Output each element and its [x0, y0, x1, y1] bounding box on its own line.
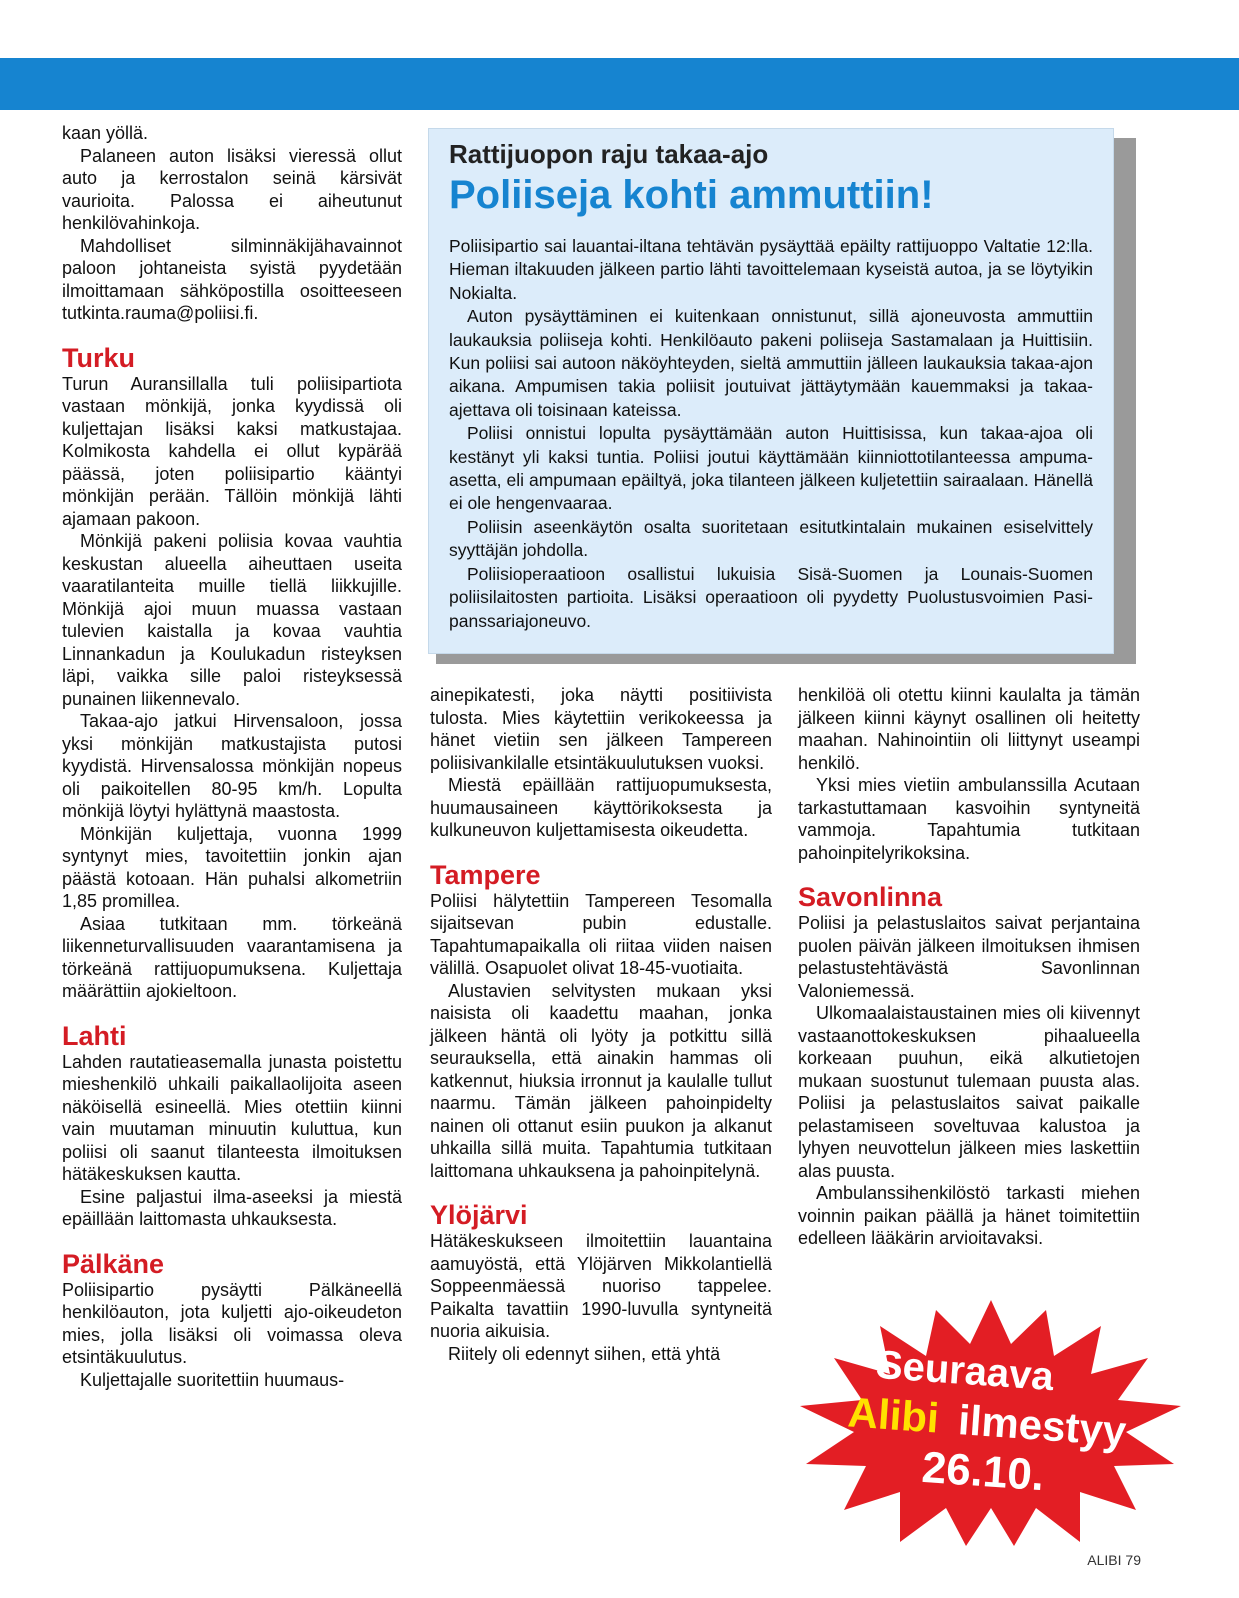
paragraph: kaan yöllä.: [62, 123, 149, 143]
paragraph: Poliisioperaatioon osallistui lukuisia Sisä-Suomen ja Lounais-Suomen poliisilaitosten partioita. Lisäksi operaatioon oli pyydetty Puolustusvoimien Pasi-panssariajoneuvo.: [449, 563, 1093, 631]
feature-body: [449, 235, 1093, 633]
page-number: ALIBI 79: [1087, 1552, 1141, 1568]
paragraph: Takaa-ajo jatkui Hirvensaloon, jossa yksi mönkijän matkustajista putosi kyydistä. Hirvensalossa mönkijän nopeus oli paikoitellen 80-95 km/h. Lopulta mönkijä löytyi hylättynä maastosta.: [62, 711, 402, 821]
top-color-bar: [0, 58, 1239, 110]
feature-box: [428, 128, 1114, 654]
paragraph: Poliisipartio sai lauantai-iltana tehtävän pysäyttää epäilty rattijuoppo Valtatie 12:lla. Hieman iltakuuden jälkeen partio lähti tavoittelemaan kyseistä autoa, ja se löytyikin Nokialta.: [449, 236, 1093, 303]
section-heading-savonlinna: Savonlinna: [798, 882, 943, 912]
section-heading-palkane: Pälkäne: [62, 1248, 165, 1279]
paragraph: Poliisi onnistui lopulta pysäyttämään auton Huittisissa, kun takaa-ajoa oli kestänyt yli kaksi tuntia. Poliisi joutui käyttämään kiinniottotilanteessa ampuma-asetta, eli ampumaan epäiltyä, joka tilanteen jälkeen kuljetettiin sairaalaan. Hänellä ei ole hengenvaaraa.: [449, 423, 1093, 514]
feature-headline: Poliiseja kohti ammuttiin!: [449, 173, 934, 217]
paragraph: Turun Auransillalla tuli poliisipartiota vastaan mönkijä, jonka kyydissä oli kuljettajan lisäksi kaksi matkustajaa. Kolmikosta kahdella ei ollut kypärää päässä, joten poliisipartio kääntyi mönkijän perään. Tällöin mönkijä lähti ajamaan pakoon.: [62, 373, 402, 529]
paragraph: Esine paljastui ilma-aseeksi ja miestä epäillään laittomasta uhkauksesta.: [62, 1186, 402, 1229]
paragraph: Poliisin aseenkäytön osalta suoritetaan esitutkintalain mukainen esiselvittely syyttäjän johdolla.: [449, 516, 1093, 561]
paragraph: Mahdolliset silminnäkijähavainnot paloon johtaneista syistä pyydetään ilmoittamaan sähköpostilla osoitteeseen tutkinta.rauma@poliisi.fi.: [62, 235, 402, 323]
paragraph: ainepikatesti, joka näytti positiivista tulosta. Mies käytettiin verikokeessa ja hänet vietiin sen jälkeen Tampereen poliisivankilalle etsintäkuulutuksen vuoksi.: [430, 685, 772, 773]
paragraph: Hätäkeskukseen ilmoitettiin lauantaina aamuyöstä, että Ylöjärven Mikkolantiellä Soppeenmäessä nuoriso tappelee. Paikalta tavattiin 1990-luvulla syntyneitä nuoria aikuisia.: [430, 1231, 772, 1341]
middle-column: [430, 684, 772, 1365]
paragraph: Mönkijän kuljettaja, vuonna 1999 syntynyt mies, tavoitettiin jonkin ajan päästä kotoaan. Hän puhalsi alkometriin 1,85 promillea.: [62, 823, 402, 911]
paragraph: Ulkomaalaistaustainen mies oli kiivennyt vastaanottokeskuksen pihaalueella korkeaan puuhun, eikä alkutietojen mukaan suostunut tulemaan puusta alas. Poliisi ja pelastuslaitos saivat paikalle pelastamiseen soveltuvaa kalustoa ja lyhyen neuvottelun jälkeen mies laskettiin alas puusta.: [798, 1003, 1140, 1181]
paragraph: Yksi mies vietiin ambulanssilla Acutaan tarkastuttamaan kasvoihin syntyneitä vammoja. Tapahtumia tutkitaan pahoinpitelyrikoksina.: [798, 775, 1140, 863]
right-column: [798, 684, 1140, 1250]
paragraph: Palaneen auton lisäksi vieressä ollut auto ja kerrostalon seinä kärsivät vaurioita. Palossa ei aiheutunut henkilövahinkoja.: [62, 145, 402, 233]
starburst-line1: Seuraava: [874, 1342, 1056, 1400]
paragraph: Lahden rautatieasemalla junasta poistettu mieshenkilö uhkaili paikallaolijoita aseen näköisellä esineellä. Mies otettiin kiinni vain muutaman minuutin kuluttua, kun poliisi oli saanut tilanteesta ilmoituksen hätäkeskuksen kautta.: [62, 1051, 402, 1184]
paragraph: Poliisi hälytettiin Tampereen Tesomalla sijaitsevan pubin edustalle. Tapahtumapaikalla oli riitaa viiden naisen välillä. Osapuolet olivat 18-45-vuotiaita.: [430, 890, 772, 978]
paragraph: Ambulanssihenkilöstö tarkasti miehen voinnin paikan päällä ja hänet toimitettiin edelleen lääkärin arvioitavaksi.: [798, 1183, 1140, 1248]
paragraph: Auton pysäyttäminen ei kuitenkaan onnistunut, sillä ajoneuvosta ammuttiin laukauksia poliiseja kohti. Henkilöauto pakeni poliiseja Sastamalaan ja Huittisiin. Kun poliisi sai autoon näköyhteyden, sieltä ammuttiin jälleen laukauksia takaa-ajon aikana. Ampumisen takia poliisit joutuivat jättäytymään kauemmaksi ja takaa-ajettava oli toisinaan kateissa.: [449, 306, 1093, 420]
section-heading-tampere: Tampere: [430, 859, 541, 890]
paragraph: Poliisi ja pelastuslaitos saivat perjantaina puolen päivän jälkeen ilmoituksen ihmisen pelastustehtävästä Savonlinnan Valoniemessä.: [798, 913, 1140, 1001]
paragraph: Asiaa tutkitaan mm. törkeänä liikenneturvallisuuden vaarantamisena ja törkeänä rattijuopumuksena. Kuljettaja määrättiin ajokieltoon.: [62, 913, 402, 1001]
next-issue-starburst: [796, 1296, 1186, 1546]
starburst-date: 26.10.: [920, 1442, 1046, 1501]
paragraph: henkilöä oli otettu kiinni kaulalta ja tämän jälkeen kiinni käynyt osallinen oli heitetty maahan. Nahinointiin oli liittynyt useampi henkilö.: [798, 685, 1140, 773]
left-column: [62, 122, 402, 1391]
section-heading-ylojarvi: Ylöjärvi: [430, 1200, 528, 1230]
starburst-line2-rest: ilmestyy: [956, 1396, 1128, 1455]
paragraph: Riitely oli edennyt siihen, että yhtä: [448, 1343, 721, 1364]
paragraph: Poliisipartio pysäytti Pälkäneellä henkilöauton, jota kuljetti ajo-oikeudeton mies, jolla lisäksi oli voimassa oleva etsintäkuulutus.: [62, 1279, 402, 1367]
starburst-brand: Alibi: [846, 1388, 941, 1442]
paragraph: Miestä epäillään rattijuopumuksesta, huumausaineen käyttörikoksesta ja kulkuneuvon kuljettamisesta oikeudetta.: [430, 775, 772, 840]
paragraph: Mönkijä pakeni poliisia kovaa vauhtia keskustan alueella aiheuttaen useita vaaratilanteita muille tiellä liikkujille. Mönkijä ajoi muun muassa vastaan tulevien kaistalla ja kovaa vauhtia Linnankadun ja Koulukadun risteyksen läpi, vaikka sille paloi risteyksessä punainen liikennevalo.: [62, 531, 402, 709]
paragraph: Kuljettajalle suoritettiin huumaus-: [80, 1369, 345, 1390]
section-heading-turku: Turku: [62, 342, 135, 373]
feature-kicker: Rattijuopon raju takaa-ajo: [449, 139, 769, 169]
paragraph: Alustavien selvitysten mukaan yksi naisista oli kaadettu maahan, jonka jälkeen häntä oli lyöty ja potkittu sillä seurauksella, että ainakin hammas oli katkennut, hiuksia irronnut ja kaulalle tullut naarmu. Tämän jälkeen pahoinpidelty nainen oli ottanut esiin puukon ja alkanut uhkailla sillä muita. Tapahtumia tutkitaan laittomana uhkauksena ja pahoinpitelynä.: [430, 980, 772, 1181]
section-heading-lahti: Lahti: [62, 1020, 127, 1051]
